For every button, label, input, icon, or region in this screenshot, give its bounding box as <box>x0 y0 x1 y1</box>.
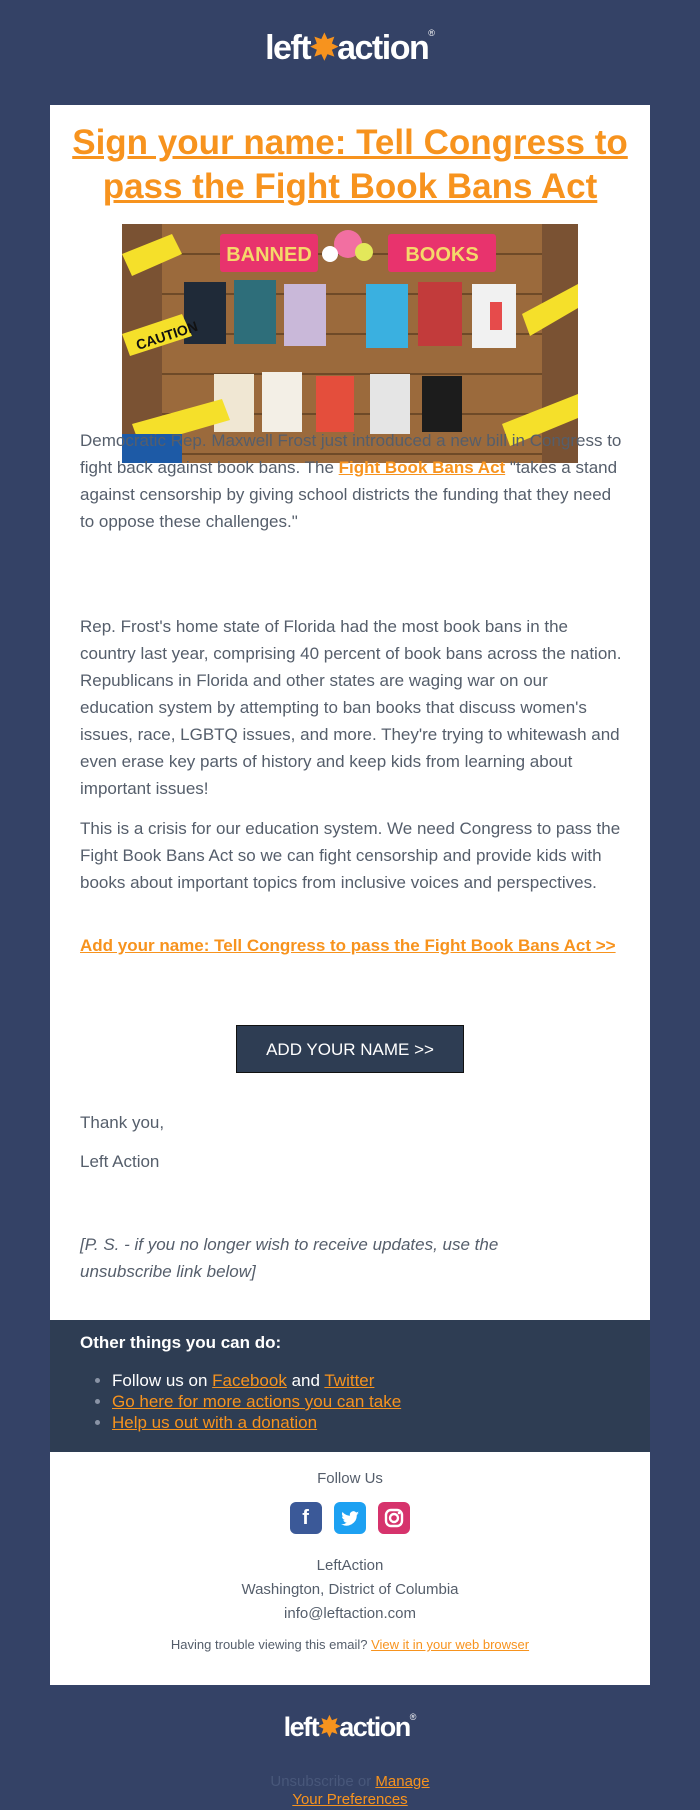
registered-mark: ® <box>428 28 435 38</box>
ps-note: [P. S. - if you no longer wish to receive updates, use the unsubscribe link below] <box>80 1235 499 1281</box>
email-footer <box>50 1452 650 1685</box>
paragraph-intro: Democratic Rep. Maxwell Frost just introduced a new bill in Congress to fight back against book bans. The Fight Book Bans Act "takes a stand against censorship by giving school districts the funding that they need to oppose these challenges." <box>80 431 622 531</box>
paragraph-florida: Rep. Frost's home state of Florida had the most book bans in the country last year, comprising 40 percent of book bans across the nation. Republicans in Florida and other states are waging war on our education system by attempting to ban books that discuss women's issues, race, LGBTQ issues, and more. They're trying to whitewash and even erase key parts of history and keep kids from learning about important issues! <box>80 617 622 798</box>
twitter-icon[interactable] <box>334 1502 366 1534</box>
signoff-name: Left Action <box>80 1152 160 1171</box>
sign-books-text: BOOKS <box>405 244 479 266</box>
add-your-name-link[interactable]: Add your name: Tell Congress to pass the Fight Book Bans Act >> <box>80 936 616 955</box>
email-body-card <box>50 105 650 1320</box>
footer-leftaction-logo[interactable] <box>0 1712 700 1743</box>
burst-icon: ✸ <box>310 29 338 67</box>
logo-text-left: left <box>283 1712 319 1742</box>
facebook-link[interactable]: Facebook <box>212 1371 287 1390</box>
burst-icon: ✸ <box>318 1712 340 1742</box>
other-actions-section <box>50 1320 650 1452</box>
caution-tape-text: CAUTION <box>133 317 200 353</box>
add-your-name-button[interactable]: ADD YOUR NAME >> <box>236 1025 464 1073</box>
more-actions-link[interactable]: Go here for more actions you can take <box>112 1392 402 1411</box>
manage-link[interactable]: Manage <box>375 1773 430 1790</box>
paragraph-crisis: This is a crisis for our education system. We need Congress to pass the Fight Book Bans Act so we can fight censorship and provide kids with books about important topics from inclusive voices and perspectives. <box>80 819 621 892</box>
sign-banned-text: BANNED <box>226 244 312 266</box>
list-item <box>112 1391 401 1412</box>
list-item <box>112 1412 401 1433</box>
facebook-icon[interactable]: f <box>290 1502 322 1534</box>
logo-text-left: left <box>265 29 311 67</box>
email-header <box>0 0 700 105</box>
org-email: info@leftaction.com <box>284 1605 416 1622</box>
other-actions-list <box>80 1370 401 1433</box>
logo-text-right: action <box>339 1712 410 1742</box>
twitter-link[interactable]: Twitter <box>324 1371 375 1390</box>
headline <box>64 121 636 209</box>
follow-us-label: Follow Us <box>317 1470 383 1487</box>
donation-link[interactable]: Help us out with a donation <box>112 1413 318 1432</box>
signoff-thanks: Thank you, <box>80 1113 165 1132</box>
logo-text-right: action <box>337 29 429 67</box>
unsubscribe-line <box>0 1773 700 1809</box>
leftaction-logo[interactable] <box>0 28 700 68</box>
other-actions-title: Other things you can do: <box>80 1333 282 1352</box>
fight-book-bans-act-link[interactable]: Fight Book Bans Act <box>338 458 506 477</box>
list-item: • Follow us on Facebook and Twitter <box>112 1370 401 1391</box>
unsubscribe-link[interactable]: Unsubscribe or <box>270 1773 376 1790</box>
footer-address <box>50 1554 650 1626</box>
social-icons <box>50 1502 650 1536</box>
trouble-viewing-line: Having trouble viewing this email? View it in your web browser <box>170 1637 530 1652</box>
instagram-icon[interactable] <box>378 1502 410 1534</box>
registered-mark: ® <box>409 1712 417 1722</box>
org-location: Washington, District of Columbia <box>241 1581 459 1598</box>
preferences-link[interactable]: Your Preferences <box>292 1791 408 1808</box>
org-name: LeftAction <box>316 1557 384 1574</box>
headline-link[interactable]: Sign your name: Tell Congress to pass the Fight Book Bans Act <box>72 123 628 206</box>
add-your-name-link-wrap <box>80 932 625 959</box>
view-in-browser-link[interactable]: View it in your web browser <box>371 1637 530 1652</box>
